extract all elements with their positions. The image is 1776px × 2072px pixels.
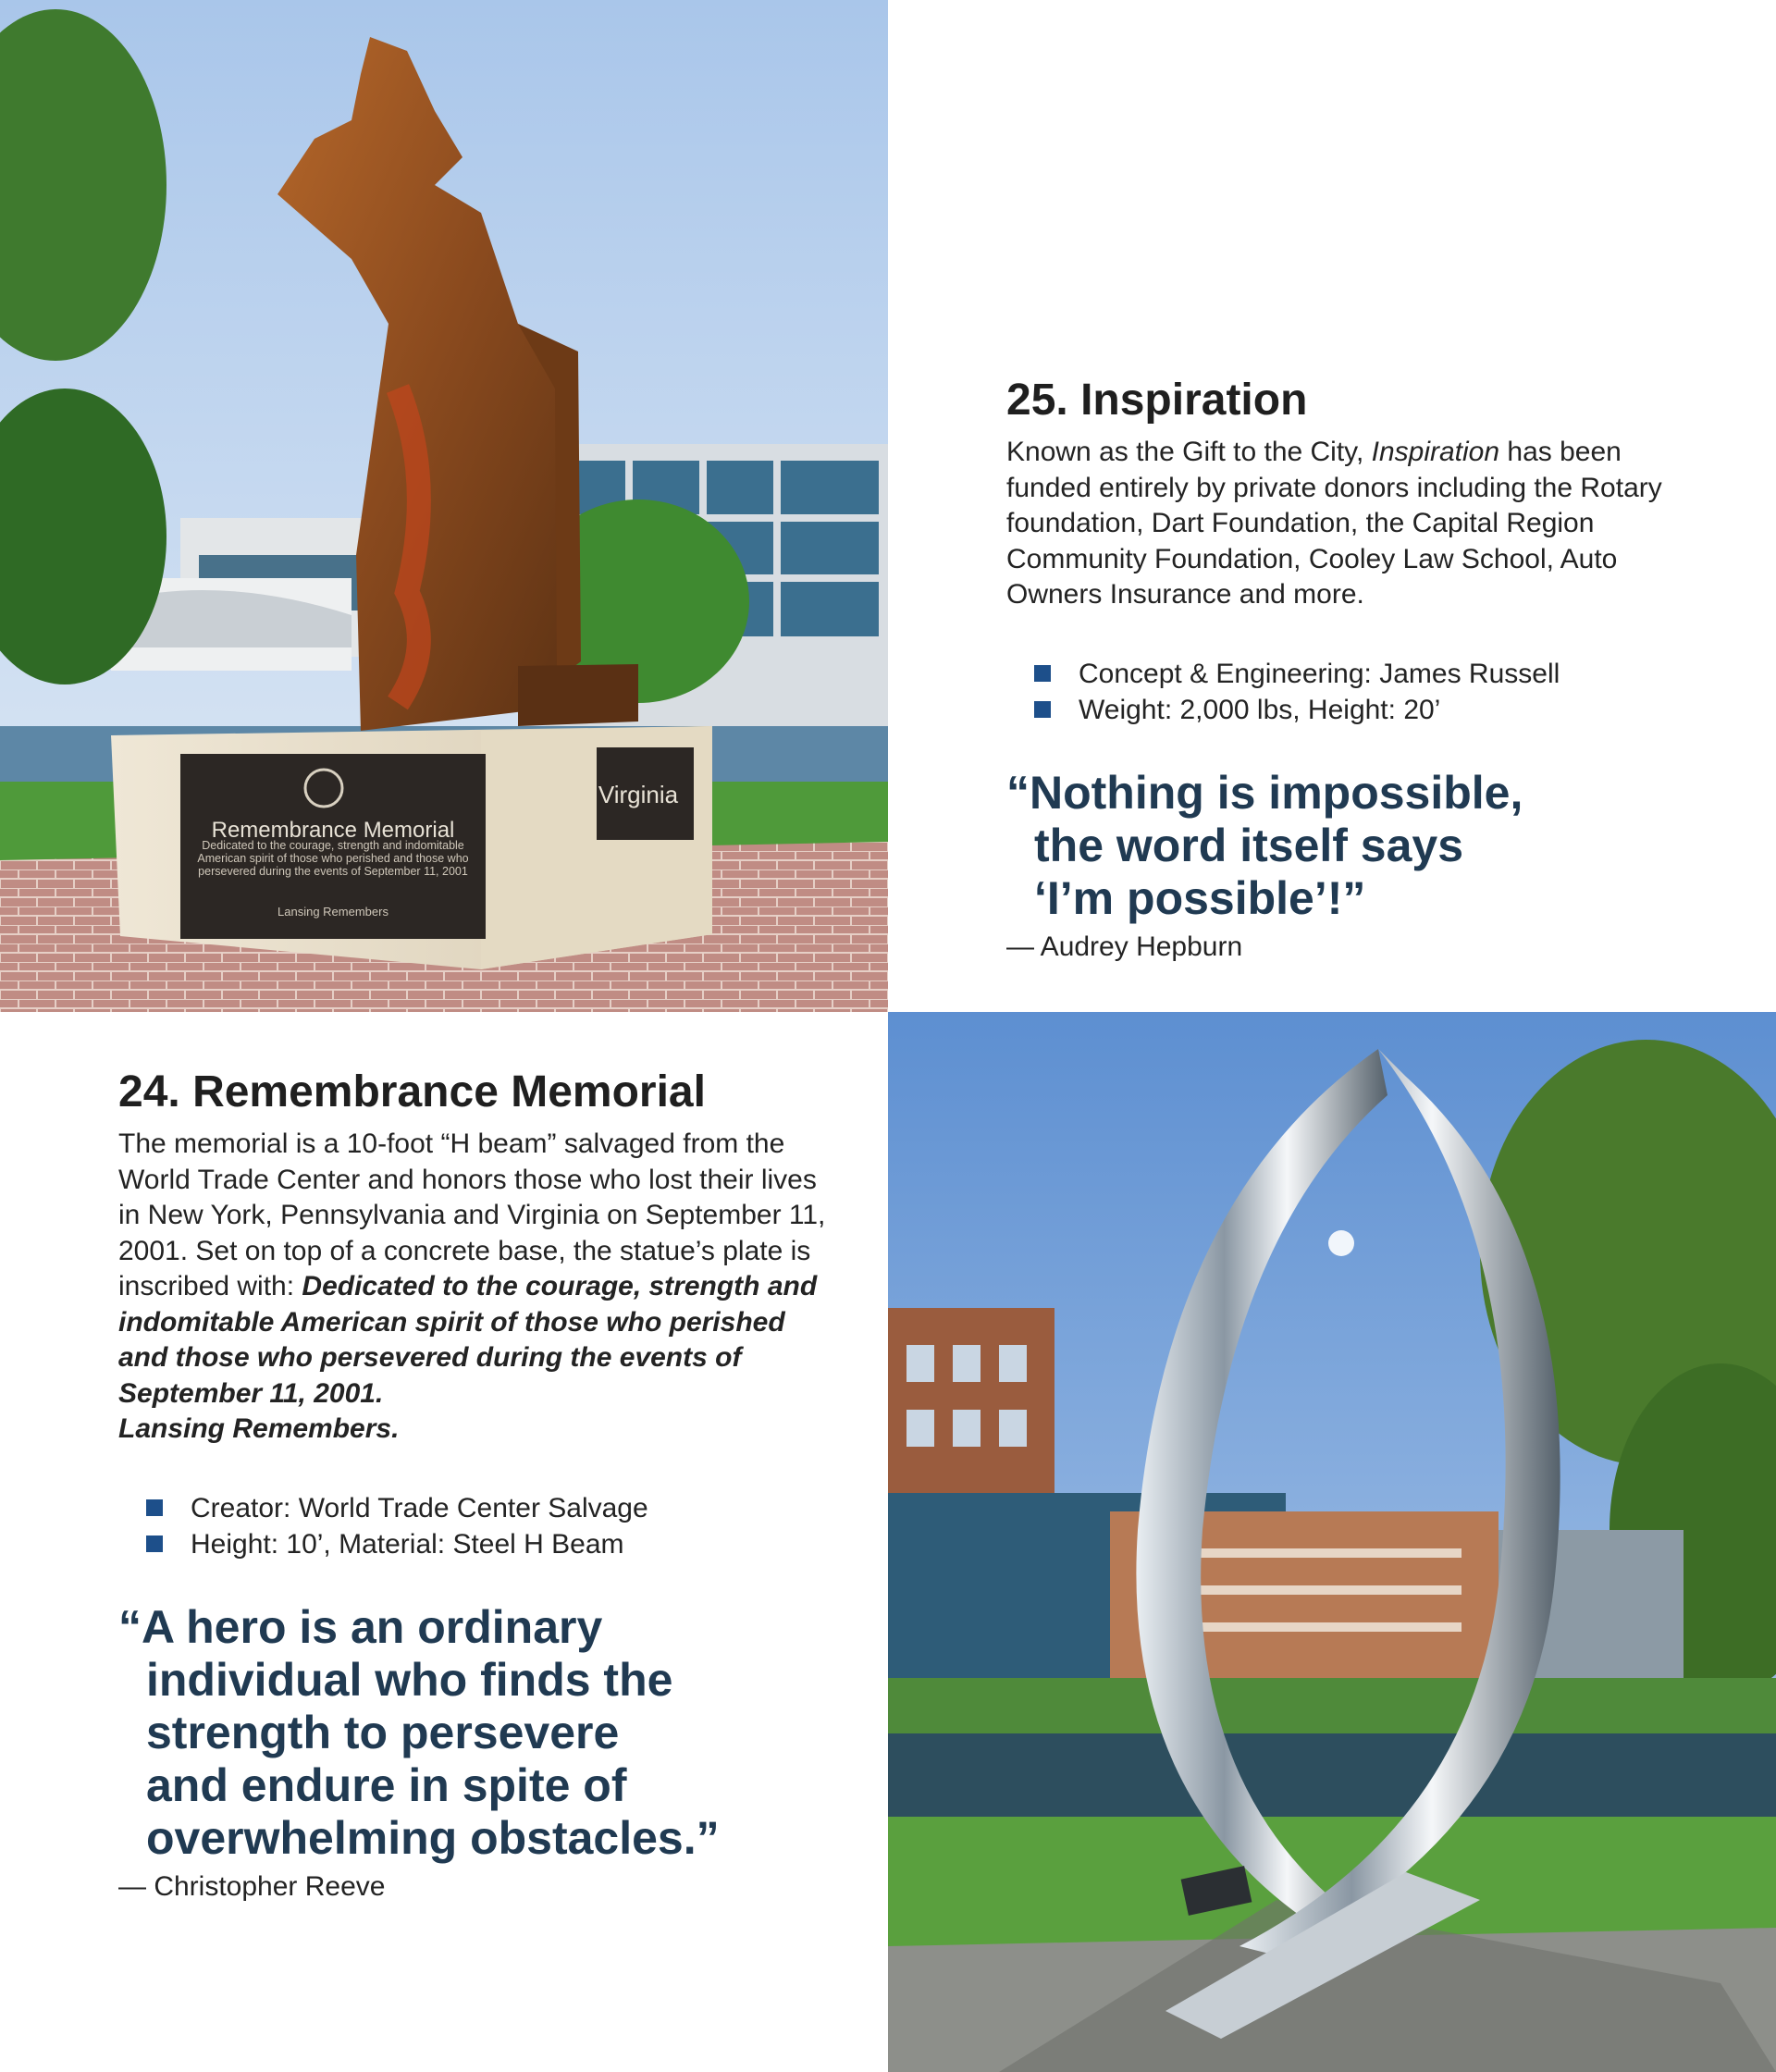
- remembrance-quote-line: strength to persevere: [146, 1706, 620, 1758]
- inspiration-sculpture-photo: [888, 1012, 1776, 2072]
- remembrance-fact-text: Creator: World Trade Center Salvage: [191, 1492, 648, 1523]
- remembrance-title: 24. Remembrance Memorial: [118, 1067, 706, 1116]
- remembrance-inscription-signoff: Lansing Remembers.: [118, 1413, 400, 1444]
- remembrance-inscription: Dedicated to the courage, strength and indomitable American spirit of those who perished and those who persevered during the events of September 11, 2001.: [118, 1271, 818, 1409]
- remembrance-facts-list: [146, 1490, 840, 1562]
- remembrance-quote-line: “A hero is an ordinary: [118, 1600, 603, 1653]
- remembrance-quote-attribution: — Christopher Reeve: [118, 1870, 386, 1902]
- inspiration-body-italic: Inspiration: [1371, 437, 1500, 467]
- remembrance-memorial-photo: [0, 0, 888, 1012]
- remembrance-fact-text: Height: 10’, Material: Steel H Beam: [191, 1528, 624, 1560]
- remembrance-fact-item: [146, 1490, 840, 1526]
- remembrance-body: [118, 1127, 840, 1448]
- remembrance-quote-line: individual who finds the: [146, 1653, 673, 1706]
- inspiration-fact-item: [1034, 656, 1709, 692]
- remembrance-fact-item: [146, 1526, 840, 1562]
- inspiration-photo-illustration: [888, 1012, 1776, 2072]
- remembrance-body-text: The memorial is a 10-foot “H beam” salvaged from the World Trade Center and honors those who lost their lives in New York, Pennsylvania and Virginia on September 11, 2001. Set on top of a concrete base, the statue’s plate is inscribed with:: [118, 1128, 826, 1301]
- inspiration-section: [1006, 372, 1709, 966]
- plaque-line-3: persevered during the events of September 11, 2001: [198, 865, 468, 878]
- remembrance-quote-line: and endure in spite of: [146, 1758, 627, 1811]
- inspiration-quote-line: the word itself says: [1034, 819, 1464, 871]
- inspiration-facts-list: [1034, 656, 1709, 728]
- remembrance-section: [118, 1064, 840, 1906]
- square-bullet-icon: [1034, 665, 1051, 682]
- inspiration-body: [1006, 435, 1709, 613]
- inspiration-body-before: Known as the Gift to the City,: [1006, 437, 1372, 467]
- square-bullet-icon: [146, 1536, 163, 1552]
- plaque-title: Remembrance Memorial: [211, 818, 455, 843]
- remembrance-photo-illustration: [0, 0, 888, 1012]
- inspiration-title: 25. Inspiration: [1006, 376, 1308, 425]
- inspiration-fact-item: [1034, 692, 1709, 728]
- inspiration-fact-text: Concept & Engineering: James Russell: [1079, 658, 1560, 689]
- inspiration-quote-line: “Nothing is impossible,: [1006, 766, 1523, 819]
- square-bullet-icon: [146, 1499, 163, 1516]
- plaque-line-2: American spirit of those who perished and those who: [197, 852, 469, 865]
- inspiration-quote: [1006, 767, 1709, 925]
- inspiration-body-after: has been funded entirely by private donors including the Rotary foundation, Dart Foundation, the Capital Region Community Foundation, Cooley Law School, Auto Owners Insurance and more.: [1006, 437, 1662, 610]
- side-plaque-text: Virginia: [598, 781, 679, 808]
- inspiration-quote-attribution: — Audrey Hepburn: [1006, 931, 1243, 962]
- square-bullet-icon: [1034, 701, 1051, 718]
- inspiration-fact-text: Weight: 2,000 lbs, Height: 20’: [1079, 694, 1441, 725]
- remembrance-quote: [118, 1601, 840, 1865]
- remembrance-quote-line: overwhelming obstacles.”: [146, 1811, 720, 1864]
- inspiration-quote-line: ‘I’m possible’!”: [1034, 871, 1366, 924]
- plaque-line-1: Dedicated to the courage, strength and indomitable: [202, 839, 464, 852]
- plaque-signoff: Lansing Remembers: [278, 905, 388, 919]
